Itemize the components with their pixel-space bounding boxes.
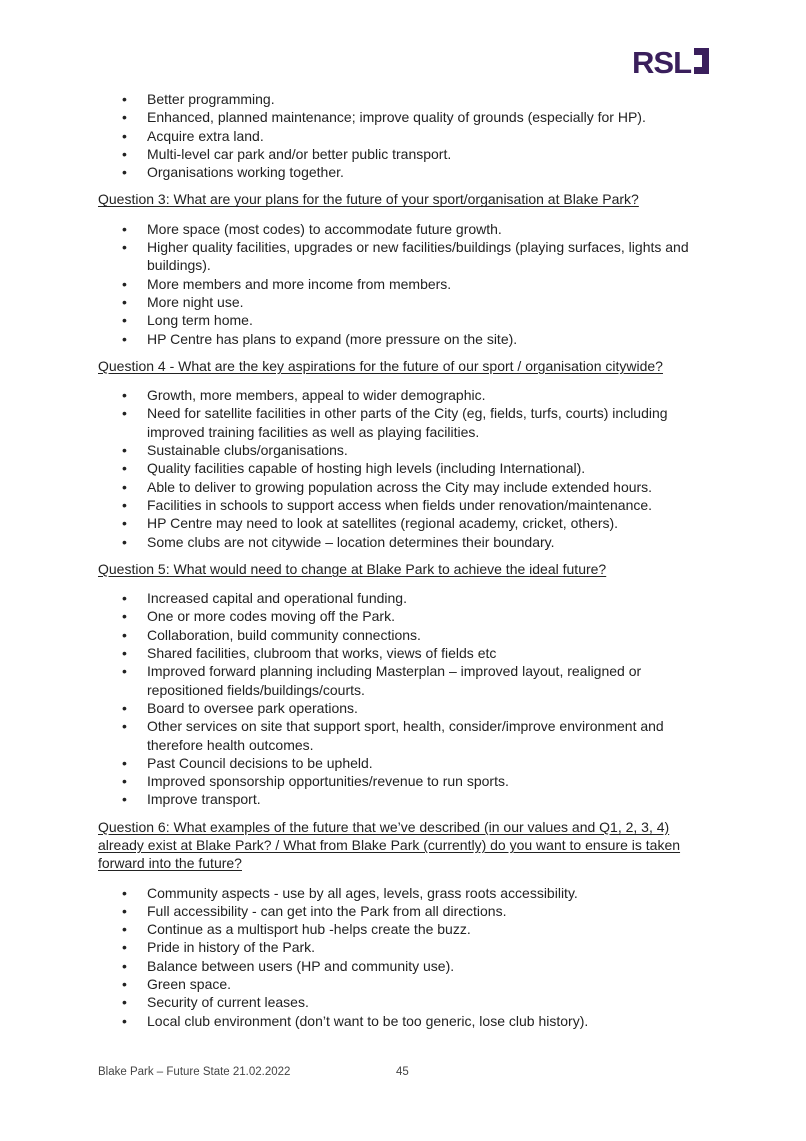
list-item: • More space (most codes) to accommodate future growth. bbox=[98, 220, 718, 238]
list-item: • Local club environment (don’t want to be too generic, lose club history). bbox=[98, 1012, 718, 1030]
list-item: • Other services on site that support sport, health, consider/improve environment and therefore health outcomes. bbox=[98, 717, 718, 754]
list-item: • Community aspects - use by all ages, levels, grass roots accessibility. bbox=[98, 884, 718, 902]
question-5-heading: Question 5: What would need to change at Blake Park to achieve the ideal future? bbox=[98, 560, 607, 577]
list-item: • Improved sponsorship opportunities/revenue to run sports. bbox=[98, 772, 718, 790]
list-item: • Improve transport. bbox=[98, 790, 718, 808]
list-item: • Board to oversee park operations. bbox=[98, 699, 718, 717]
list-item: • Better programming. bbox=[98, 90, 718, 108]
question-3-bullet-list bbox=[98, 220, 718, 348]
question-5-bullet-list bbox=[98, 589, 718, 809]
list-item: • More night use. bbox=[98, 293, 718, 311]
rsl-logo-mark bbox=[694, 48, 709, 74]
list-item: • Improved forward planning including Masterplan – improved layout, realigned or repositioned fields/buildings/courts. bbox=[98, 662, 718, 699]
list-item: • Quality facilities capable of hosting high levels (including International). bbox=[98, 459, 718, 477]
list-item: • Multi-level car park and/or better public transport. bbox=[98, 145, 718, 163]
intro-bullet-list bbox=[98, 90, 718, 181]
list-item: • Security of current leases. bbox=[98, 993, 718, 1011]
list-item: • Higher quality facilities, upgrades or new facilities/buildings (playing surfaces, lights and buildings). bbox=[98, 238, 718, 275]
list-item: • Past Council decisions to be upheld. bbox=[98, 754, 718, 772]
list-item: • Organisations working together. bbox=[98, 163, 718, 181]
list-item: • Need for satellite facilities in other parts of the City (eg, fields, turfs, courts) including improved training facilities as well as playing facilities. bbox=[98, 404, 718, 441]
page-number: 45 bbox=[396, 1066, 409, 1078]
list-item: • Acquire extra land. bbox=[98, 127, 718, 145]
list-item: • Facilities in schools to support access when fields under renovation/maintenance. bbox=[98, 496, 718, 514]
footer-doc-title: Blake Park – Future State 21.02.2022 bbox=[98, 1066, 291, 1078]
list-item: • Shared facilities, clubroom that works, views of fields etc bbox=[98, 644, 718, 662]
list-item: • HP Centre may need to look at satellites (regional academy, cricket, others). bbox=[98, 514, 718, 532]
rsl-logo bbox=[632, 47, 710, 75]
list-item: • Increased capital and operational funding. bbox=[98, 589, 718, 607]
question-4-bullet-list bbox=[98, 386, 718, 551]
list-item: • Able to deliver to growing population across the City may include extended hours. bbox=[98, 478, 718, 496]
page-content bbox=[98, 90, 718, 1030]
list-item: • Some clubs are not citywide – location determines their boundary. bbox=[98, 533, 718, 551]
question-3-heading: Question 3: What are your plans for the future of your sport/organisation at Blake Park? bbox=[98, 191, 639, 208]
list-item: • Pride in history of the Park. bbox=[98, 938, 718, 956]
list-item: • Full accessibility - can get into the Park from all directions. bbox=[98, 902, 718, 920]
list-item: • Collaboration, build community connections. bbox=[98, 626, 718, 644]
list-item: • Green space. bbox=[98, 975, 718, 993]
question-6-bullet-list bbox=[98, 884, 718, 1030]
list-item: • HP Centre has plans to expand (more pressure on the site). bbox=[98, 330, 718, 348]
question-4-heading: Question 4 - What are the key aspirations for the future of our sport / organisation citywide? bbox=[98, 357, 663, 374]
list-item: • Continue as a multisport hub -helps create the buzz. bbox=[98, 920, 718, 938]
list-item: • Balance between users (HP and community use). bbox=[98, 957, 718, 975]
rsl-logo-text: RSL bbox=[632, 47, 691, 75]
list-item: • Sustainable clubs/organisations. bbox=[98, 441, 718, 459]
list-item: • Long term home. bbox=[98, 311, 718, 329]
list-item: • More members and more income from members. bbox=[98, 275, 718, 293]
list-item: • One or more codes moving off the Park. bbox=[98, 607, 718, 625]
list-item: • Growth, more members, appeal to wider demographic. bbox=[98, 386, 718, 404]
question-6-heading: Question 6: What examples of the future that we’ve described (in our values and Q1, 2, 3, 4) already exist at Blake Park? / What from Blake Park (currently) do you want to ensure is taken forward into the future? bbox=[98, 818, 681, 872]
list-item: • Enhanced, planned maintenance; improve quality of grounds (especially for HP). bbox=[98, 108, 718, 126]
